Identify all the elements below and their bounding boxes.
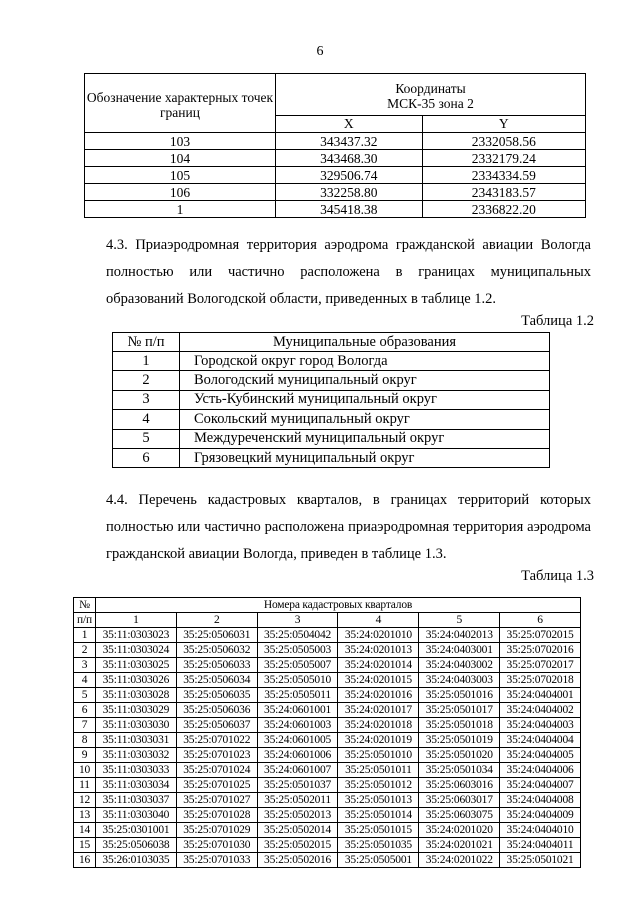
table-1-2-caption: Таблица 1.2: [521, 313, 594, 329]
point-cell: 106: [85, 184, 276, 201]
cadastral-number-cell: 35:11:0303034: [96, 778, 177, 793]
row-number-cell: 11: [74, 778, 96, 793]
municipality-name-cell: Городской округ город Вологда: [180, 352, 550, 371]
table-row: [74, 718, 581, 733]
x-cell: 332258.80: [276, 184, 423, 201]
cadastral-number-cell: 35:25:0701028: [176, 808, 257, 823]
table-row: [74, 793, 581, 808]
cadastral-number-cell: 35:26:0103035: [96, 853, 177, 868]
table-row: [74, 763, 581, 778]
cadastral-number-cell: 35:25:0505010: [257, 673, 338, 688]
cadastral-number-cell: 35:25:0506032: [176, 643, 257, 658]
table-row: [74, 838, 581, 853]
cadastral-number-cell: 35:24:0404002: [500, 703, 581, 718]
cadastral-number-cell: 35:24:0601001: [257, 703, 338, 718]
cadastral-number-cell: 35:24:0404011: [500, 838, 581, 853]
cadastral-number-cell: 35:24:0404004: [500, 733, 581, 748]
cadastral-number-cell: 35:11:0303031: [96, 733, 177, 748]
paragraph-4-4: [72, 487, 591, 568]
row-number-cell: 2: [74, 643, 96, 658]
table-row: [74, 748, 581, 763]
table-row: [74, 778, 581, 793]
header-coords-line1: Координаты: [395, 81, 466, 97]
row-number-cell: 1: [74, 628, 96, 643]
table-row: [74, 808, 581, 823]
header-col-number: 4: [338, 613, 419, 628]
row-number-cell: 3: [74, 658, 96, 673]
row-number-cell: 5: [113, 429, 180, 448]
row-number-cell: 4: [113, 410, 180, 429]
table-row: [74, 853, 581, 868]
y-cell: 2332058.56: [422, 133, 585, 150]
row-number-cell: 15: [74, 838, 96, 853]
table-row: [74, 688, 581, 703]
row-number-cell: 16: [74, 853, 96, 868]
cadastral-number-cell: 35:11:0303037: [96, 793, 177, 808]
table-row: [113, 410, 550, 429]
table-row: [85, 184, 586, 201]
cadastral-number-cell: 35:25:0701030: [176, 838, 257, 853]
table-row: [113, 371, 550, 390]
cadastral-number-cell: 35:24:0201020: [419, 823, 500, 838]
table-row: [113, 448, 550, 467]
cadastral-number-cell: 35:25:0505001: [338, 853, 419, 868]
y-cell: 2332179.24: [422, 150, 585, 167]
cadastral-number-cell: 35:11:0303030: [96, 718, 177, 733]
x-cell: 343468.30: [276, 150, 423, 167]
cadastral-number-cell: 35:24:0403001: [419, 643, 500, 658]
x-cell: 345418.38: [276, 201, 423, 218]
cadastral-number-cell: 35:25:0603075: [419, 808, 500, 823]
table-row: [85, 201, 586, 218]
cadastral-number-cell: 35:25:0506031: [176, 628, 257, 643]
cadastral-number-cell: 35:25:0301001: [96, 823, 177, 838]
row-number-cell: 6: [74, 703, 96, 718]
cadastral-number-cell: 35:11:0303023: [96, 628, 177, 643]
cadastral-number-cell: 35:24:0403003: [419, 673, 500, 688]
row-number-cell: 9: [74, 748, 96, 763]
cadastral-number-cell: 35:25:0702017: [500, 658, 581, 673]
cadastral-number-cell: 35:24:0201019: [338, 733, 419, 748]
table-row: [74, 823, 581, 838]
row-number-cell: 14: [74, 823, 96, 838]
cadastral-number-cell: 35:25:0506037: [176, 718, 257, 733]
point-cell: 1: [85, 201, 276, 218]
cadastral-number-cell: 35:24:0404003: [500, 718, 581, 733]
cadastral-number-cell: 35:25:0701023: [176, 748, 257, 763]
cadastral-number-cell: 35:25:0502013: [257, 808, 338, 823]
municipality-name-cell: Сокольский муниципальный округ: [180, 410, 550, 429]
cadastral-number-cell: 35:24:0404010: [500, 823, 581, 838]
cadastral-number-cell: 35:25:0702018: [500, 673, 581, 688]
cadastral-number-cell: 35:24:0404001: [500, 688, 581, 703]
paragraph-4-3-text: 4.3. Приаэродромная территория аэродрома гражданской авиации Вологда полностью или частично расположена в границах муниципальных образований Вологодской области, приведенных в таблице 1.2.: [106, 237, 591, 307]
header-num-line2: п/п: [74, 613, 96, 628]
table-row: [85, 167, 586, 184]
cadastral-number-cell: 35:25:0701025: [176, 778, 257, 793]
cadastral-number-cell: 35:25:0506033: [176, 658, 257, 673]
cadastral-number-cell: 35:25:0502015: [257, 838, 338, 853]
y-cell: 2336822.20: [422, 201, 585, 218]
cadastral-body: [74, 628, 581, 868]
cadastral-number-cell: 35:25:0505003: [257, 643, 338, 658]
coordinates-body: [85, 133, 586, 218]
cadastral-number-cell: 35:24:0201021: [419, 838, 500, 853]
page-number: 6: [316, 44, 324, 59]
header-col-number: 3: [257, 613, 338, 628]
cadastral-number-cell: 35:25:0506036: [176, 703, 257, 718]
cadastral-number-cell: 35:25:0502014: [257, 823, 338, 838]
table-row: [85, 133, 586, 150]
municipalities-body: [113, 352, 550, 468]
cadastral-number-cell: 35:11:0303028: [96, 688, 177, 703]
cadastral-number-cell: 35:24:0403002: [419, 658, 500, 673]
cadastral-number-cell: 35:25:0501016: [419, 688, 500, 703]
y-cell: 2343183.57: [422, 184, 585, 201]
header-municipalities: Муниципальные образования: [180, 333, 550, 352]
header-y: Y: [422, 115, 585, 132]
cadastral-number-cell: 35:11:0303024: [96, 643, 177, 658]
cadastral-number-cell: 35:24:0601003: [257, 718, 338, 733]
cadastral-number-cell: 35:25:0501010: [338, 748, 419, 763]
header-col-number: 6: [500, 613, 581, 628]
cadastral-number-cell: 35:25:0701027: [176, 793, 257, 808]
x-cell: 343437.32: [276, 133, 423, 150]
row-number-cell: 5: [74, 688, 96, 703]
header-col-number: 5: [419, 613, 500, 628]
cadastral-number-cell: 35:25:0702015: [500, 628, 581, 643]
cadastral-number-cell: 35:25:0504042: [257, 628, 338, 643]
cadastral-number-cell: 35:25:0501019: [419, 733, 500, 748]
table-row: [74, 628, 581, 643]
row-number-cell: 2: [113, 371, 180, 390]
cadastral-number-cell: 35:24:0404007: [500, 778, 581, 793]
cadastral-number-cell: 35:24:0404009: [500, 808, 581, 823]
cadastral-number-cell: 35:25:0501015: [338, 823, 419, 838]
cadastral-number-cell: 35:11:0303040: [96, 808, 177, 823]
cadastral-number-cell: 35:25:0501021: [500, 853, 581, 868]
table-1-3-caption: Таблица 1.3: [521, 568, 594, 584]
cadastral-number-cell: 35:24:0201014: [338, 658, 419, 673]
cadastral-number-cell: 35:24:0601007: [257, 763, 338, 778]
cadastral-number-cell: 35:24:0601006: [257, 748, 338, 763]
row-number-cell: 7: [74, 718, 96, 733]
cadastral-number-cell: 35:25:0501034: [419, 763, 500, 778]
municipality-name-cell: Вологодский муниципальный округ: [180, 371, 550, 390]
point-cell: 103: [85, 133, 276, 150]
cadastral-number-cell: 35:24:0404008: [500, 793, 581, 808]
cadastral-number-cell: 35:24:0402013: [419, 628, 500, 643]
row-number-cell: 6: [113, 448, 180, 467]
x-cell: 329506.74: [276, 167, 423, 184]
cadastral-number-cell: 35:25:0501035: [338, 838, 419, 853]
table-row: [74, 658, 581, 673]
municipalities-table: [112, 332, 550, 468]
table-row: [74, 643, 581, 658]
table-row: [113, 352, 550, 371]
row-number-cell: 13: [74, 808, 96, 823]
point-cell: 105: [85, 167, 276, 184]
cadastral-number-cell: 35:25:0501012: [338, 778, 419, 793]
header-points: [85, 74, 276, 133]
municipality-name-cell: Грязовецкий муниципальный округ: [180, 448, 550, 467]
row-number-cell: 12: [74, 793, 96, 808]
header-coords-line2: МСК-35 зона 2: [387, 96, 474, 112]
cadastral-number-cell: 35:25:0603016: [419, 778, 500, 793]
y-cell: 2334334.59: [422, 167, 585, 184]
row-number-cell: 8: [74, 733, 96, 748]
header-num: № п/п: [113, 333, 180, 352]
header-num-line1: №: [74, 598, 96, 613]
paragraph-4-3: [72, 232, 591, 313]
cadastral-number-cell: 35:24:0601005: [257, 733, 338, 748]
cadastral-number-cell: 35:25:0701024: [176, 763, 257, 778]
municipality-name-cell: Усть-Кубинский муниципальный округ: [180, 390, 550, 409]
cadastral-number-cell: 35:25:0501037: [257, 778, 338, 793]
row-number-cell: 3: [113, 390, 180, 409]
cadastral-number-cell: 35:25:0701029: [176, 823, 257, 838]
table-row: [113, 429, 550, 448]
cadastral-number-cell: 35:25:0506034: [176, 673, 257, 688]
cadastral-number-cell: 35:11:0303026: [96, 673, 177, 688]
header-x: X: [276, 115, 423, 132]
cadastral-number-cell: 35:11:0303025: [96, 658, 177, 673]
point-cell: 104: [85, 150, 276, 167]
table-row: [113, 390, 550, 409]
cadastral-number-cell: 35:24:0404005: [500, 748, 581, 763]
cadastral-number-cell: 35:25:0702016: [500, 643, 581, 658]
cadastral-number-cell: 35:24:0201015: [338, 673, 419, 688]
cadastral-number-cell: 35:25:0701022: [176, 733, 257, 748]
cadastral-number-cell: 35:25:0501017: [419, 703, 500, 718]
cadastral-number-cell: 35:25:0502011: [257, 793, 338, 808]
cadastral-number-cell: 35:24:0404006: [500, 763, 581, 778]
table-row: [74, 673, 581, 688]
cadastral-number-cell: 35:11:0303029: [96, 703, 177, 718]
municipality-name-cell: Междуреченский муниципальный округ: [180, 429, 550, 448]
row-number-cell: 1: [113, 352, 180, 371]
table-row: [74, 703, 581, 718]
cadastral-number-cell: 35:24:0201017: [338, 703, 419, 718]
row-number-cell: 10: [74, 763, 96, 778]
table-row: [74, 733, 581, 748]
header-points-label: Обозначение характерных точек границ: [86, 90, 274, 120]
coordinates-table: [84, 73, 586, 218]
cadastral-number-cell: 35:25:0501013: [338, 793, 419, 808]
header-col-number: 1: [96, 613, 177, 628]
cadastral-number-cell: 35:25:0501020: [419, 748, 500, 763]
row-number-cell: 4: [74, 673, 96, 688]
cadastral-number-cell: 35:25:0501018: [419, 718, 500, 733]
table-row: [85, 150, 586, 167]
cadastral-number-cell: 35:25:0505011: [257, 688, 338, 703]
cadastral-number-cell: 35:11:0303032: [96, 748, 177, 763]
cadastral-number-cell: 35:24:0201010: [338, 628, 419, 643]
cadastral-number-cell: 35:25:0501014: [338, 808, 419, 823]
cadastral-number-cell: 35:24:0201013: [338, 643, 419, 658]
cadastral-number-cell: 35:24:0201018: [338, 718, 419, 733]
cadastral-number-cell: 35:25:0502016: [257, 853, 338, 868]
cadastral-number-cell: 35:25:0501011: [338, 763, 419, 778]
cadastral-number-cell: 35:25:0506038: [96, 838, 177, 853]
paragraph-4-4-text: 4.4. Перечень кадастровых кварталов, в границах территорий которых полностью или частично расположена приаэродромная территория аэродрома гражданской авиации Вологда, приведен в таблице 1.3.: [106, 492, 591, 562]
cadastral-number-cell: 35:25:0505007: [257, 658, 338, 673]
cadastral-number-cell: 35:11:0303033: [96, 763, 177, 778]
cadastral-table: [73, 597, 581, 868]
header-cadastral-group: Номера кадастровых кварталов: [96, 598, 581, 613]
header-col-number: 2: [176, 613, 257, 628]
cadastral-number-cell: 35:25:0506035: [176, 688, 257, 703]
header-coords: [276, 74, 586, 116]
cadastral-number-cell: 35:25:0603017: [419, 793, 500, 808]
cadastral-number-cell: 35:24:0201016: [338, 688, 419, 703]
cadastral-number-cell: 35:25:0701033: [176, 853, 257, 868]
cadastral-number-cell: 35:24:0201022: [419, 853, 500, 868]
